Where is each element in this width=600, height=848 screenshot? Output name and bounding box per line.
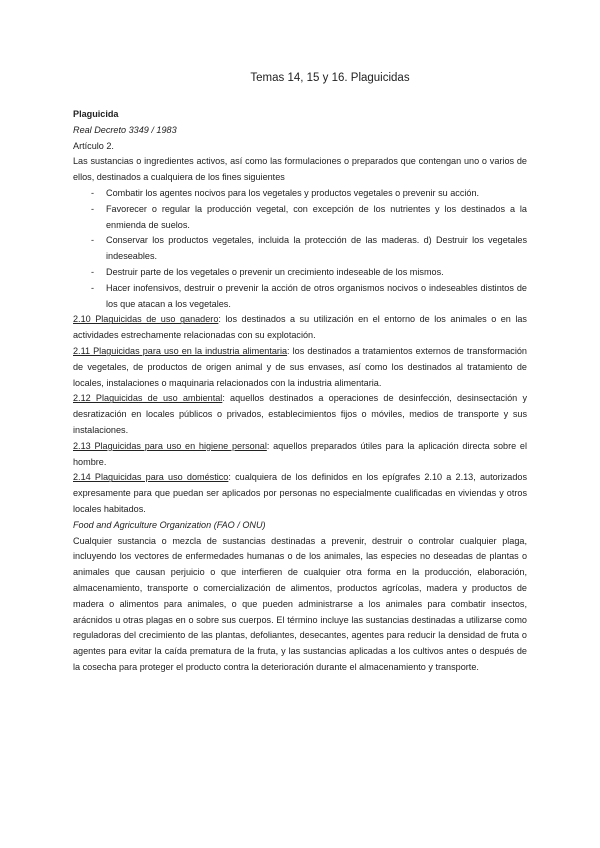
intro-paragraph: Las sustancias o ingredientes activos, así como las formulaciones o preparados que contengan uno o varios de ellos, destinados a cualquiera de los fines siguientes bbox=[73, 156, 527, 183]
list-item: - Destruir parte de los vegetales o prevenir un crecimiento indeseable de los mismos. bbox=[83, 265, 527, 281]
dash-marker: - bbox=[91, 266, 95, 277]
section-2-14: 2.14 Plaguicidas para uso doméstico: cualquiera de los definidos en los epígrafes 2.10 a 2.13, autorizados expresamente para que puedan ser aplicados por personas no especialmente cualificadas en viviendas y otros locales habitados. bbox=[73, 472, 527, 514]
list-item: - Combatir los agentes nocivos para los vegetales y productos vegetales o prevenir su acción. bbox=[83, 186, 527, 202]
section-label: 2.12 Plaguicidas de uso ambiental bbox=[73, 393, 223, 404]
section-2-13: 2.13 Plaguicidas para uso en higiene personal: aquellos preparados útiles para la aplicación directa sobre el hombre. bbox=[73, 440, 527, 467]
dash-marker: - bbox=[91, 187, 95, 198]
document-title: Temas 14, 15 y 16. Plaguicidas bbox=[250, 72, 410, 84]
article-label: Artículo 2. bbox=[73, 140, 114, 151]
section-label: 2.13 Plaguicidas para uso en higiene personal bbox=[73, 440, 267, 451]
purpose-list bbox=[73, 186, 527, 312]
list-item: - Conservar los productos vegetales, incluida la protección de las maderas. d) Destruir los vegetales indeseables. bbox=[91, 235, 527, 262]
section-2-10: 2.10 Plaguicidas de uso ganadero: los destinados a su utilización en el entorno de los animales o en las actividades estrechamente relacionadas con su explotación. bbox=[73, 314, 527, 341]
section-label: 2.14 Plaguicidas para uso doméstico bbox=[73, 472, 229, 483]
section-label: 2.11 Plaguicidas para uso en la industria alimentaria bbox=[73, 345, 288, 356]
section-heading: Plaguicida bbox=[73, 109, 119, 119]
section-2-11: 2.11 Plaguicidas para uso en la industria alimentaria: los destinados a tratamientos externos de transformación de vegetales, de productos de origen animal y de sus envases, así como los destinados al tratamiento de locales, instalaciones o maquinaria relacionados con la industria alimentaria. bbox=[73, 345, 527, 388]
section-label: 2.10 Plaguicidas de uso ganadero bbox=[73, 314, 219, 325]
fao-heading: Food and Agriculture Organization (FAO / ONU) bbox=[73, 519, 266, 530]
dash-marker: - bbox=[91, 282, 95, 293]
fao-definition: Cualquier sustancia o mezcla de sustancias destinadas a prevenir, destruir o controlar cualquier plaga, incluyendo los vectores de enfermedades humanas o de los animales, las especies no deseadas de plantas o animales que causan perjuicio o que interfieren de cualquier otra forma en la producción, elaboración, almacenamiento, transporte o comercialización de alimentos, productos agrícolas, madera y productos de madera o alimentos para animales, o que pueden administrarse a los animales para combatir insectos, arácnidos u otras plagas en o sobre sus cuerpos. El término incluye las sustancias destinadas a utilizarse como reguladoras del crecimiento de las plantas, defoliantes, desecantes, agentes para reducir la densidad de fruta o agentes para evitar la caída prematura de la fruta, y las sustancias aplicadas a los cultivos antes o después de la cosecha para proteger el producto contra la deterioración durante el almacenamiento y transporte. bbox=[73, 535, 527, 672]
document-body bbox=[73, 107, 527, 676]
list-item: - Hacer inofensivos, destruir o prevenir la acción de otros organismos nocivos o indeseables distintos de los que atacan a los vegetales. bbox=[91, 282, 527, 309]
decree-reference: Real Decreto 3349 / 1983 bbox=[73, 124, 177, 135]
dash-marker: - bbox=[91, 235, 95, 246]
dash-marker: - bbox=[91, 203, 95, 214]
section-2-12: 2.12 Plaguicidas de uso ambiental: aquellos destinados a operaciones de desinfección, desinsectación y desratización en locales públicos o privados, establecimientos fijos o móviles, medios de transporte y sus instalaciones. bbox=[73, 393, 527, 435]
list-item: - Favorecer o regular la producción vegetal, con excepción de los nutrientes y los destinados a la enmienda de suelos. bbox=[91, 203, 527, 230]
